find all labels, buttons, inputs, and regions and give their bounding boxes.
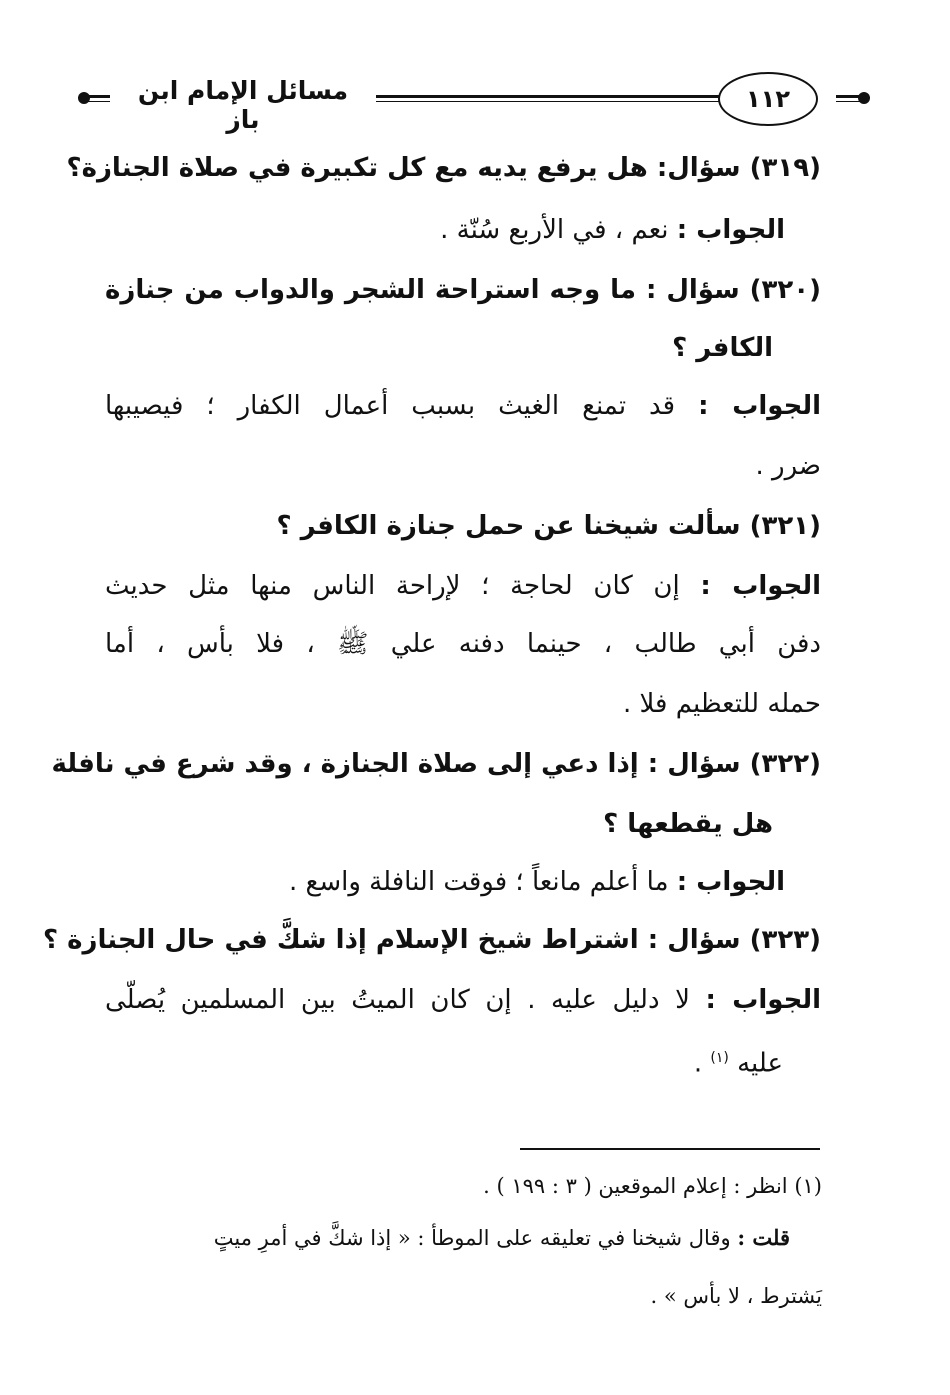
page-number-badge xyxy=(718,72,818,126)
answer-323-cont xyxy=(694,1038,783,1078)
answer-322 xyxy=(289,862,785,902)
question-323: (٣٢٣) سؤال : اشتراط شيخ الإسلام إذا شكَّ في حال الجنازة ؟ xyxy=(43,925,821,955)
header-rule xyxy=(88,95,110,102)
answer-text: . xyxy=(693,1048,711,1079)
answer-label: الجواب : xyxy=(698,391,822,421)
answer-text: نعم ، في الأربع سُنّة . xyxy=(440,215,677,245)
answer-323 xyxy=(105,980,821,1020)
question-322-cont: هل يقطعها ؟ xyxy=(603,809,773,839)
footnote-note-cont: يَشترط ، لا بأس » . xyxy=(650,1284,822,1308)
answer-text: ما أعلم مانعاً ؛ فوقت النافلة واسع . xyxy=(288,867,677,897)
footnote-note xyxy=(214,1222,790,1254)
answer-text: عليه xyxy=(737,1048,783,1079)
footnote-note-label: قلت : xyxy=(737,1225,790,1250)
question-322: (٣٢٢) سؤال : إذا دعي إلى صلاة الجنازة ، وقد شرع في نافلة xyxy=(51,749,821,779)
answer-label: الجواب : xyxy=(676,867,785,897)
answer-text: لا دليل عليه . إن كان الميتُ بين المسلمين يُصلّى xyxy=(105,985,706,1015)
answer-label: الجواب : xyxy=(676,215,785,245)
answer-label: الجواب : xyxy=(705,985,821,1015)
page-header xyxy=(78,68,870,134)
answer-320 xyxy=(105,386,821,426)
answer-320-cont: ضرر . xyxy=(755,451,821,481)
question-319: (٣١٩) سؤال: هل يرفع يديه مع كل تكبيرة في صلاة الجنازة؟ xyxy=(66,153,821,183)
header-ornament-dot xyxy=(858,92,870,104)
answer-319 xyxy=(440,210,785,250)
page-number: ١١٢ xyxy=(746,85,790,113)
answer-321 xyxy=(105,566,821,606)
answer-text: قد تمنع الغيث بسبب أعمال الكفار ؛ فيصيبها xyxy=(105,391,699,421)
question-321: (٣٢١) سألت شيخنا عن حمل جنازة الكافر ؟ xyxy=(276,511,821,541)
footnote-reference[interactable]: (١) xyxy=(710,1050,729,1066)
footnote-1: (١) انظر : إعلام الموقعين ( ٣ : ١٩٩ ) . xyxy=(483,1174,822,1198)
answer-321-cont: دفن أبي طالب ، حينما دفنه علي ﷺ ، فلا بأس ، أما xyxy=(105,629,821,659)
answer-321-cont: حمله للتعظيم فلا . xyxy=(622,689,821,719)
answer-label: الجواب : xyxy=(700,571,821,601)
footnote-separator xyxy=(520,1148,820,1150)
running-title: مسائل الإمام ابن باز xyxy=(137,76,349,134)
footnote-note-text: وقال شيخنا في تعليقه على الموطأ : « إذا شكَّ في أمرِ ميتٍ xyxy=(213,1226,738,1250)
question-320-cont: الكافر ؟ xyxy=(672,333,773,363)
question-320: (٣٢٠) سؤال : ما وجه استراحة الشجر والدواب من جنازة xyxy=(105,275,821,305)
answer-text: إن كان لحاجة ؛ لإراحة الناس منها مثل حديث xyxy=(105,571,701,601)
